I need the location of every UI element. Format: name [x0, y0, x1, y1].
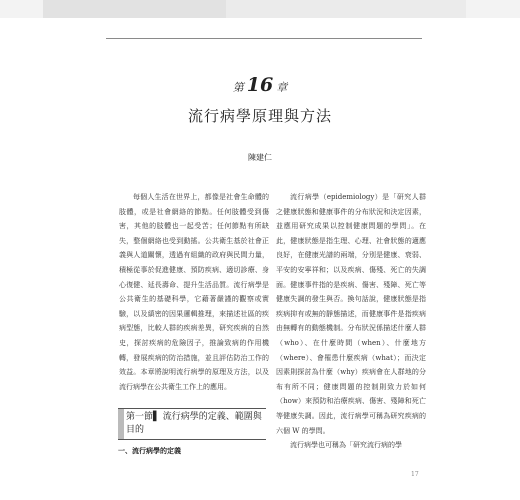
top-bar-tab — [43, 0, 226, 18]
header-rule — [106, 38, 422, 39]
chapter-prefix: 第 — [232, 81, 244, 94]
left-column — [119, 190, 269, 394]
chapter-number: 16 — [246, 74, 274, 96]
section-heading: 第一節▌ 流行病學的定義、範圍與目的 — [126, 412, 262, 435]
page-number: 17 — [411, 471, 419, 478]
chapter-title: 流行病學原理與方法 — [187, 107, 332, 125]
right-column — [276, 190, 426, 453]
section-heading-box — [118, 408, 266, 440]
chapter-heading — [0, 74, 520, 96]
right-paragraph-2: 流行病學也可稱為「研究流行病的學 — [290, 441, 402, 450]
author-name: 陳建仁 — [248, 153, 272, 162]
section-marker — [118, 409, 124, 439]
subsection-heading: 一、流行病學的定義 — [118, 446, 181, 455]
right-paragraph-1: 流行病學（epidemiology）是「研究人群之健康狀態和健康事件的分布狀況和決定因素，並應用研究成果以控制健康問題的學問」。在此，健康狀態是指生理、心理、社會狀態的適應良好，在健康光譜的兩端，分別是健康、衰弱、平安的安寧祥和；以及疾病、傷殘、死亡的失調面。健康事件指的是疾病、傷害、殘障、死亡等健康失調的發生與否。換句話說，健康狀態是指疾病抑有或無的靜態描述，而健康事件是指疾病由無轉有的動態機制。分布狀況係描述什麼人群（who）、在什麼時間（when）、什麼地方（where）、會罹患什麼疾病（what）；而決定因素則探討為什麼（why）疾病會在人群地的分布有所不同；健康問題的控制則致力於如何（how）來預防和治療疾病、傷害、殘障和死亡等健康失調。因此，流行病學可稱為研究疾病的六個 W 的學問。 — [276, 193, 426, 435]
left-paragraph: 每個人生活在世界上，都像是社會生命體的肢體，或是社會網絡的節點。任何肢體受到傷害，其他的肢體也一起受苦；任何節點有所缺失，整個網絡也受到動搖。公共衛生基於社會正義與人道關懷，透過有組織的政府與民間力量，積極從事於促進健康、預防疾病、適切診療、身心復健、延長壽命、提升生活品質。流行病學是公共衛生的基礎科學，它藉著嚴謹的觀察或實驗，以及縝密的因果邏輯推理，來描述社區的疾病型態，比較人群的疾病差異，研究疾病的自然史，探討疾病的危險因子，推論致病的作用機轉，發展疾病的防治措施，並且評估防治工作的效益。本章將說明流行病學的原理及方法，以及流行病學在公共衛生工作上的應用。 — [119, 193, 269, 391]
top-bar-tab-secondary — [226, 0, 466, 18]
top-bar — [0, 0, 520, 18]
chapter-suffix: 章 — [276, 81, 288, 94]
